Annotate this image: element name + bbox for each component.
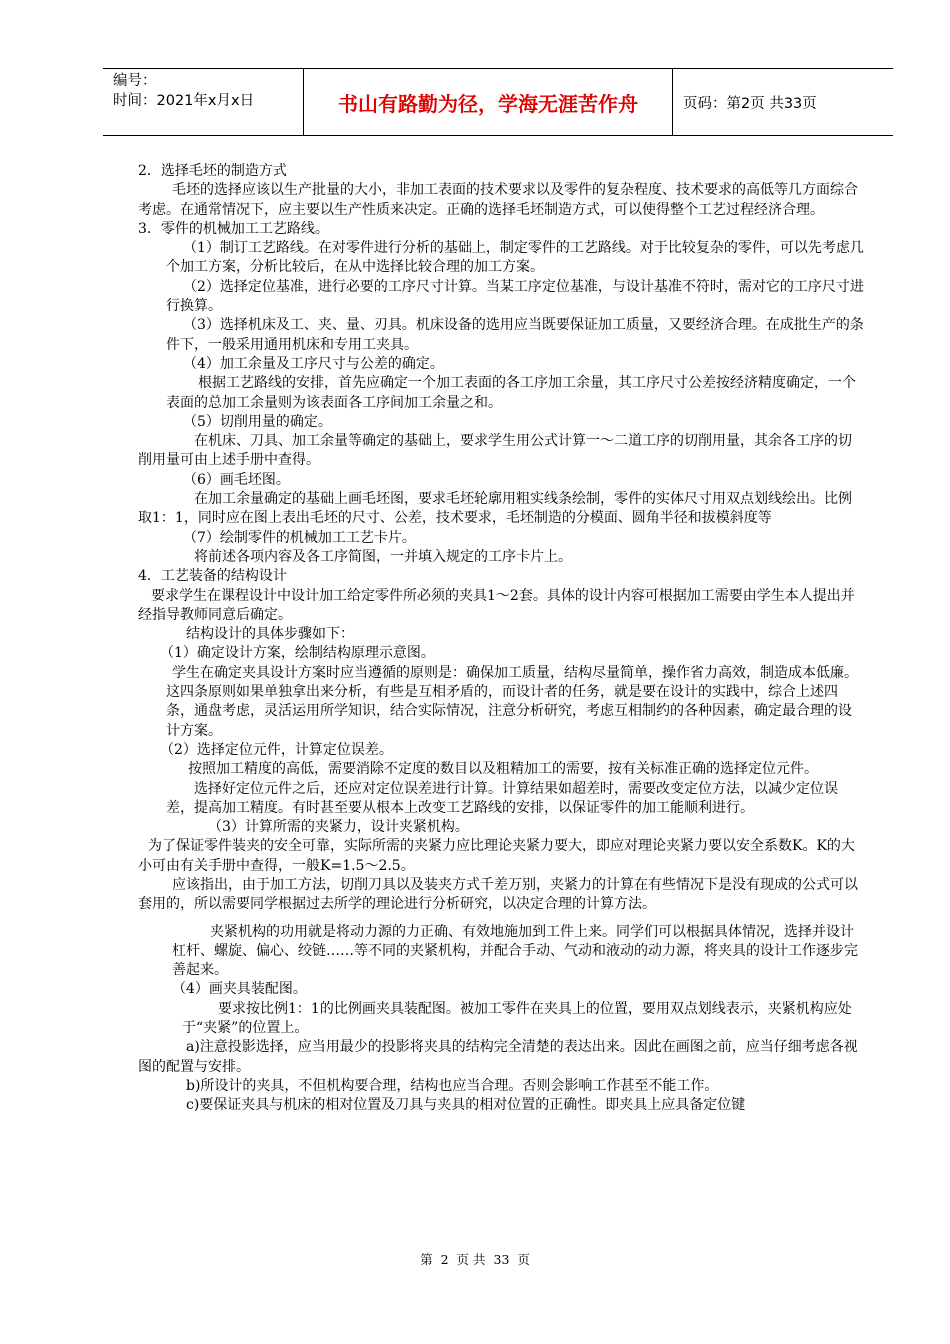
paragraph: 要求学生在课程设计中设计加工给定零件所必须的夹具1～2套。具体的设计内容可根据加工需要由学生本人提出并经指导教师同意后确定。 (138, 587, 855, 623)
paragraph: （2）选择定位元件，计算定位误差。 (160, 741, 393, 758)
paragraph: （4）画夹具装配图。 (172, 981, 307, 998)
paragraph: （6）画毛坯图。 (183, 471, 290, 488)
paragraph: 学生在确定夹具设计方案时应当遵循的原则是：确保加工质量，结构尽量简单，操作省力高效，制造成本低廉。这四条原则如果单独拿出来分析，有些是互相矛盾的，而设计者的任务，就是要在设计的实践中，综合上述四条，通盘考虑，灵活运用所学知识，结合实际情况，注意分析研究，考虑互相制约的各种因素，确定最合理的设计方案。 (166, 664, 858, 739)
footer-total-pages: 33 (493, 1252, 510, 1267)
paragraph: （3）计算所需的夹紧力，设计夹紧机构。 (208, 819, 469, 836)
paragraph: 将前述各项内容及各工序简图，一并填入规定的工序卡片上。 (194, 548, 572, 565)
paragraph: 夹紧机构的功用就是将动力源的力正确、有效地施加到工件上来。同学们可以根据具体情况，选择并设计杠杆、螺旋、偏心、绞链……等不同的夹紧机构，并配合手动、气动和液动的动力源，将夹具的设计工作逐步完善起来。 (172, 923, 858, 979)
footer-middle: 页 共 (456, 1252, 486, 1267)
paragraph: 根据工艺路线的安排，首先应确定一个加工表面的各工序加工余量，其工序尺寸公差按经济精度确定，一个表面的总加工余量则为该表面各工序间加工余量之和。 (166, 375, 856, 411)
page-header (103, 68, 893, 136)
document-number-label: 编号： (113, 73, 157, 89)
header-meta (103, 69, 303, 135)
footer-page-number: 2 (440, 1252, 449, 1267)
header-motto: 书山有路勤为径，学海无涯苦作舟 (303, 69, 673, 135)
paragraph: 结构设计的具体步骤如下： (186, 626, 354, 643)
paragraph: （3）选择机床及工、夹、量、刃具。机床设备的选用应当既要保证加工质量，又要经济合理。在成批生产的条件下，一般采用通用机床和专用工夹具。 (166, 317, 864, 353)
paragraph: c)要保证夹具与机床的相对位置及刀具与夹具的相对位置的正确性。即夹具上应具备定位键 (186, 1097, 746, 1114)
paragraph: 3．零件的机械加工工艺路线。 (138, 220, 329, 237)
footer-suffix: 页 (517, 1252, 530, 1267)
paragraph: （4）加工余量及工序尺寸与公差的确定。 (183, 355, 444, 372)
paragraph: 为了保证零件装夹的安全可靠，实际所需的夹紧力应比理论夹紧力要大，即应对理论夹紧力要以安全系数K。K的大小可由有关手册中查得，一般K=1.5～2.5。 (138, 838, 855, 874)
paragraph: b)所设计的夹具，不但机构要合理，结构也应当合理。否则会影响工作甚至不能工作。 (186, 1077, 719, 1094)
header-page-label: 页码：第2页 共33页 (683, 95, 817, 112)
paragraph: 按照加工精度的高低，需要消除不定度的数目以及粗精加工的需要，按有关标准正确的选择定位元件。 (188, 761, 818, 778)
document-time-label: 时间：2021年x月x日 (113, 93, 255, 109)
paragraph: 在加工余量确定的基础上画毛坯图，要求毛坯轮廓用粗实线条绘制，零件的实体尺寸用双点划线绘出。比例取1：1，同时应在图上表出毛坯的尺寸、公差，技术要求，毛坯制造的分模面、圆角半径和拔模斜度等 (138, 491, 852, 527)
paragraph: 在机床、刀具、加工余量等确定的基础上，要求学生用公式计算一～二道工序的切削用量，其余各工序的切削用量可由上述手册中查得。 (138, 433, 852, 469)
paragraph: （2）选择定位基准，进行必要的工序尺寸计算。当某工序定位基准，与设计基准不符时，需对它的工序尺寸进行换算。 (166, 278, 864, 315)
document-body (138, 162, 864, 1116)
paragraph: 4．工艺装备的结构设计 (138, 568, 287, 585)
paragraph: （7）绘制零件的机械加工工艺卡片。 (183, 529, 416, 546)
paragraph: 应该指出，由于加工方法，切削刀具以及装夹方式千差万别，夹紧力的计算在有些情况下是没有现成的公式可以套用的，所以需要同学根据过去所学的理论进行分析研究，以决定合理的计算方法。 (138, 876, 858, 913)
paragraph: 毛坯的选择应该以生产批量的大小，非加工表面的技术要求以及零件的复杂程度、技术要求的高低等几方面综合考虑。在通常情况下，应主要以生产性质来决定。正确的选择毛坯制造方式，可以使得整个工艺过程经济合理。 (138, 182, 858, 218)
paragraph: 2．选择毛坯的制造方式 (138, 163, 287, 179)
paragraph: （5）切削用量的确定。 (183, 413, 332, 430)
footer-prefix: 第 (420, 1252, 433, 1267)
paragraph: 选择好定位元件之后，还应对定位误差进行计算。计算结果如超差时，需要改变定位方法，以减少定位误差，提高加工精度。有时甚至要从根本上改变工艺路线的安排，以保证零件的加工能顺利进行。 (166, 780, 838, 816)
paragraph: 要求按比例1：1的比例画夹具装配图。被加工零件在夹具上的位置，要用双点划线表示，夹紧机构应处于“夹紧”的位置上。 (182, 1000, 852, 1037)
paragraph: a)注意投影选择，应当用最少的投影将夹具的结构完全清楚的表达出来。因此在画图之前，应当仔细考虑各视图的配置与安排。 (138, 1039, 858, 1075)
paragraph: （1）确定设计方案，绘制结构原理示意图。 (160, 645, 435, 662)
page-footer (0, 1250, 950, 1268)
paragraph: （1）制订工艺路线。在对零件进行分析的基础上，制定零件的工艺路线。对于比较复杂的零件，可以先考虑几个加工方案，分析比较后，在从中选择比较合理的加工方案。 (166, 240, 864, 276)
